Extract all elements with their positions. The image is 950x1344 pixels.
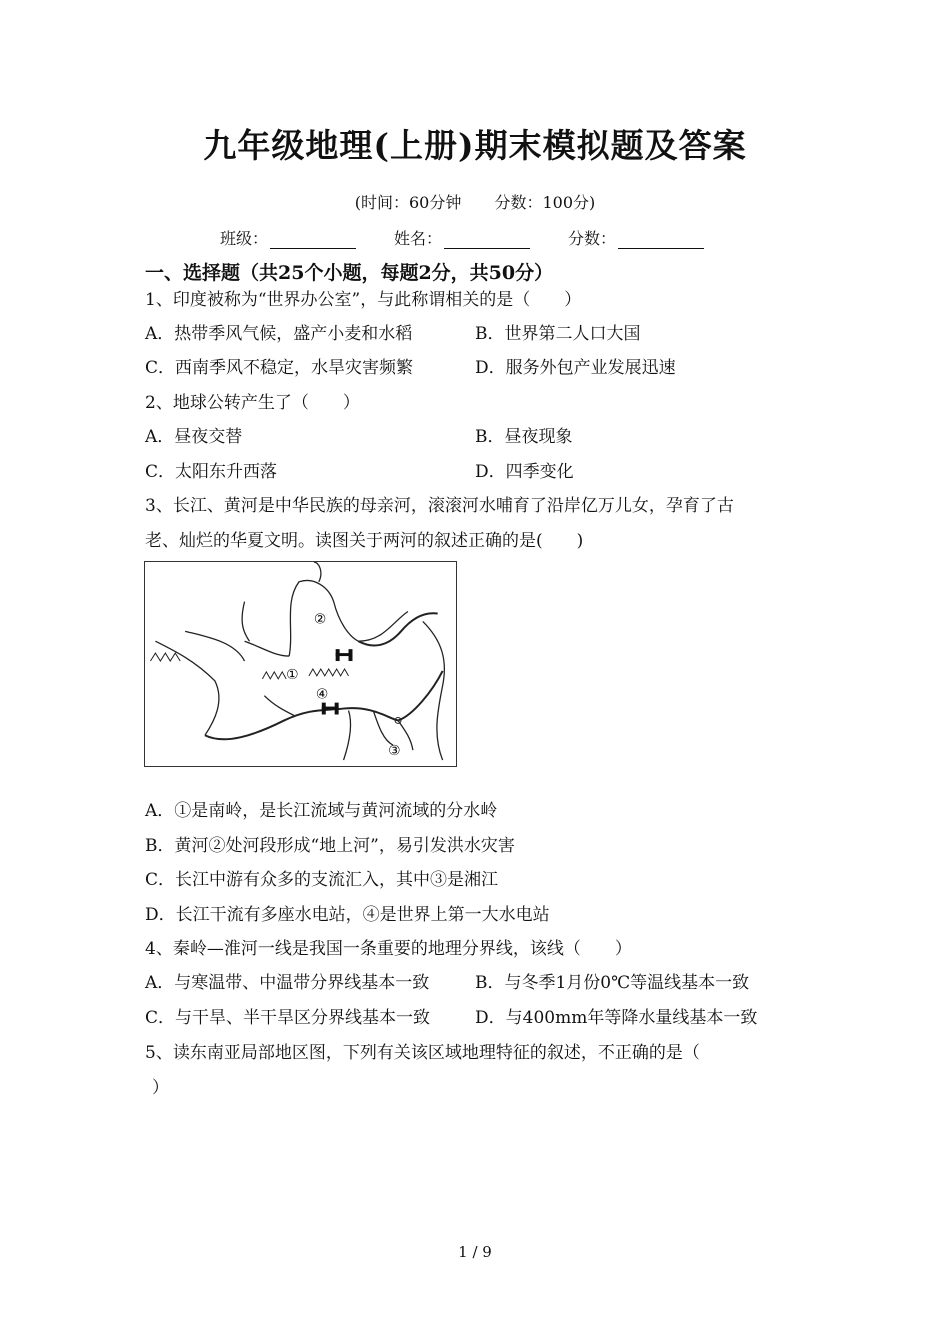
q4-options-ab: [145, 968, 750, 993]
q1-option-b[interactable]: B．世界第二人口大国: [475, 324, 641, 344]
rivers-map-drawing: [145, 562, 456, 766]
q1-options-ab: [145, 319, 641, 344]
name-label: 姓名：: [394, 229, 443, 248]
page-number: 1 / 9: [458, 1243, 492, 1261]
q1-option-d[interactable]: D．服务外包产业发展迅速: [475, 358, 676, 378]
class-field[interactable]: [220, 226, 356, 249]
map-label-3: ③: [388, 743, 401, 760]
q3-option-c[interactable]: C．长江中游有众多的支流汇入，其中③是湘江: [145, 870, 499, 890]
score-total: 分数：100分): [494, 193, 596, 212]
q2-options-cd: [145, 457, 574, 482]
q4-option-b[interactable]: B．与冬季1月份0℃等温线基本一致: [475, 973, 750, 993]
class-label: 班级：: [220, 229, 269, 248]
q3-stem-line2: 老、灿烂的华夏文明。读图关于两河的叙述正确的是( ): [145, 531, 584, 551]
q4-stem: 4、秦岭—淮河一线是我国一条重要的地理分界线，该线（ ）: [145, 939, 632, 959]
q2-options-ab: [145, 422, 573, 447]
q4-option-d[interactable]: D．与400mm年等降水量线基本一致: [475, 1008, 758, 1028]
q4-option-c[interactable]: C．与干旱、半干旱区分界线基本一致: [145, 1008, 431, 1028]
q5-stem-line2: ）: [152, 1078, 169, 1098]
score-field[interactable]: [568, 226, 704, 249]
q1-stem: 1、印度被称为“世界办公室”，与此称谓相关的是（ ）: [145, 290, 582, 310]
q1-options-cd: [145, 353, 676, 378]
q5-stem-line1: 5、读东南亚局部地区图，下列有关该区域地理特征的叙述，不正确的是（: [145, 1043, 700, 1063]
map-label-2: ②: [313, 611, 327, 628]
map-label-1: ①: [286, 666, 299, 683]
map-label-4: ④: [315, 686, 329, 703]
q4-option-a[interactable]: A．与寒温带、中温带分界线基本一致: [145, 973, 430, 993]
student-info-line: [220, 226, 704, 249]
time-label: (时间：60分钟: [354, 193, 462, 212]
class-blank[interactable]: [270, 232, 356, 249]
page-title: 九年级地理(上册)期末模拟题及答案: [203, 126, 747, 165]
q1-option-a[interactable]: A．热带季风气候，盛产小麦和水稻: [145, 324, 413, 344]
score-label: 分数：: [568, 229, 617, 248]
section-heading: 一、选择题（共25个小题，每题2分，共50分）: [145, 262, 554, 284]
score-blank[interactable]: [618, 232, 704, 249]
q2-option-d[interactable]: D．四季变化: [475, 462, 574, 482]
q1-option-c[interactable]: C．西南季风不稳定，水旱灾害频繁: [145, 358, 414, 378]
q3-option-a[interactable]: A．①是南岭，是长江流域与黄河流域的分水岭: [145, 801, 498, 821]
q2-option-c[interactable]: C．太阳东升西落: [145, 462, 278, 482]
q2-option-a[interactable]: A．昼夜交替: [145, 427, 243, 447]
exam-meta: [0, 190, 950, 213]
name-blank[interactable]: [444, 232, 530, 249]
name-field[interactable]: [394, 226, 530, 249]
q2-option-b[interactable]: B．昼夜现象: [475, 427, 573, 447]
q3-option-b[interactable]: B．黄河②处河段形成“地上河”，易引发洪水灾害: [145, 836, 515, 856]
q3-option-d[interactable]: D．长江干流有多座水电站，④是世界上第一大水电站: [145, 905, 550, 925]
rivers-map: [144, 561, 457, 767]
q4-options-cd: [145, 1003, 758, 1028]
q2-stem: 2、地球公转产生了（ ）: [145, 393, 360, 413]
q3-stem-line1: 3、长江、黄河是中华民族的母亲河，滚滚河水哺育了沿岸亿万儿女，孕育了古: [145, 496, 734, 516]
